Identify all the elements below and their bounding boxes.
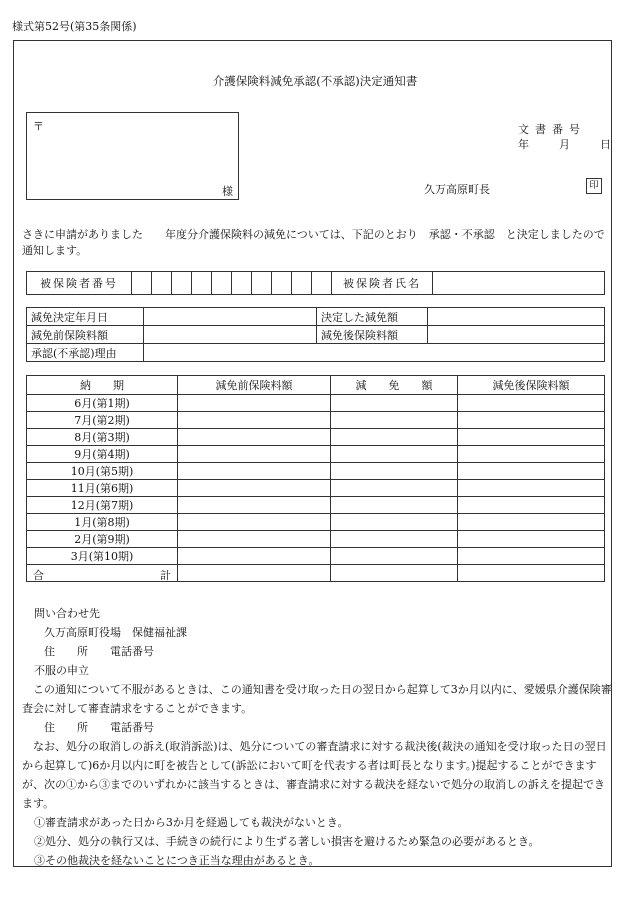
contact-address-phone: 住 所 電話番号 <box>44 645 154 658</box>
contact-office: 久万高原町役場 保健福祉課 <box>44 626 187 639</box>
after-cell[interactable] <box>458 463 605 480</box>
period-cell: 8月(第3期) <box>27 429 178 446</box>
condition-item: ①審査請求があった日から3か月を経過しても裁決がないとき。 <box>34 816 349 829</box>
before-cell[interactable] <box>178 429 331 446</box>
payment-schedule-table <box>26 375 605 582</box>
insured-number-digit[interactable] <box>252 272 272 295</box>
table-row <box>27 429 605 446</box>
condition-item: ③その他裁決を経ないことにつき正当な理由があるとき。 <box>34 854 320 867</box>
insured-number-digit[interactable] <box>312 272 332 295</box>
before-cell[interactable] <box>178 531 331 548</box>
table-row <box>27 548 605 565</box>
after-cell[interactable] <box>458 429 605 446</box>
col-header-period: 納 期 <box>27 376 178 395</box>
date-year: 年 <box>518 138 529 151</box>
before-cell[interactable] <box>178 514 331 531</box>
before-amount-field[interactable] <box>144 326 317 344</box>
insured-name-label: 被保険者氏名 <box>332 272 433 295</box>
issue-date <box>518 136 611 152</box>
col-header-after: 減免後保険料額 <box>458 376 605 395</box>
total-right-label: 計 <box>160 569 171 582</box>
reduction-cell[interactable] <box>331 412 458 429</box>
reduction-cell[interactable] <box>331 531 458 548</box>
before-cell[interactable] <box>178 412 331 429</box>
insured-number-digit[interactable] <box>192 272 212 295</box>
total-row <box>27 565 605 582</box>
reduction-cell[interactable] <box>331 395 458 412</box>
before-cell[interactable] <box>178 480 331 497</box>
after-amount-field[interactable] <box>428 326 605 344</box>
reduction-cell[interactable] <box>331 480 458 497</box>
decided-amount-label: 決定した減免額 <box>317 308 428 326</box>
table-row <box>27 446 605 463</box>
after-amount-label: 減免後保険料額 <box>317 326 428 344</box>
table-row <box>27 412 605 429</box>
form-number: 様式第52号(第35条関係) <box>12 20 137 33</box>
decided-amount-field[interactable] <box>428 308 605 326</box>
reduction-cell[interactable] <box>331 429 458 446</box>
footer-notes <box>22 604 612 870</box>
contact-heading: 問い合わせ先 <box>34 607 100 620</box>
reason-field[interactable] <box>144 344 605 362</box>
after-cell[interactable] <box>458 531 605 548</box>
col-header-before: 減免前保険料額 <box>178 376 331 395</box>
objection-text: この通知について不服があるときは、この通知書を受け取った日の翌日から起算して3か月以内に、愛媛県介護保険審査会に対して審査請求をすることができます。 <box>22 683 612 715</box>
total-reduction-cell[interactable] <box>331 565 458 582</box>
insured-number-digit[interactable] <box>272 272 292 295</box>
objection-heading: 不服の申立 <box>34 664 89 677</box>
reduction-cell[interactable] <box>331 514 458 531</box>
insured-name-field[interactable] <box>433 272 605 295</box>
reduction-cell[interactable] <box>331 548 458 565</box>
before-cell[interactable] <box>178 395 331 412</box>
condition-item: ②処分、処分の執行又は、手続きの続行により生ずる著しい損害を避けるため緊急の必要があるとき。 <box>34 835 540 848</box>
period-cell: 9月(第4期) <box>27 446 178 463</box>
decision-date-field[interactable] <box>144 308 317 326</box>
issuer-name: 久万高原町長 <box>424 183 490 196</box>
after-cell[interactable] <box>458 514 605 531</box>
document-title: 介護保険料減免承認(不承認)決定通知書 <box>212 74 418 88</box>
reason-label: 承認(不承認)理由 <box>27 344 144 362</box>
period-cell: 1月(第8期) <box>27 514 178 531</box>
col-header-reduction: 減 免 額 <box>331 376 458 395</box>
table-row <box>27 514 605 531</box>
total-left-label: 合 <box>33 569 44 582</box>
after-cell[interactable] <box>458 480 605 497</box>
insured-number-digit[interactable] <box>212 272 232 295</box>
insured-number-digit[interactable] <box>232 272 252 295</box>
period-cell: 6月(第1期) <box>27 395 178 412</box>
after-cell[interactable] <box>458 446 605 463</box>
after-cell[interactable] <box>458 412 605 429</box>
table-row <box>27 463 605 480</box>
honorific-sama: 様 <box>222 185 233 198</box>
total-after-cell[interactable] <box>458 565 605 582</box>
reduction-cell[interactable] <box>331 497 458 514</box>
before-cell[interactable] <box>178 497 331 514</box>
period-cell: 3月(第10期) <box>27 548 178 565</box>
recipient-address-box <box>26 112 239 200</box>
table-row <box>27 497 605 514</box>
period-cell: 7月(第2期) <box>27 412 178 429</box>
before-cell[interactable] <box>178 463 331 480</box>
reduction-cell[interactable] <box>331 463 458 480</box>
insured-number-digit[interactable] <box>132 272 152 295</box>
table-row <box>27 395 605 412</box>
before-amount-label: 減免前保険料額 <box>27 326 144 344</box>
before-cell[interactable] <box>178 548 331 565</box>
table-row <box>27 480 605 497</box>
total-before-cell[interactable] <box>178 565 331 582</box>
period-cell: 11月(第6期) <box>27 480 178 497</box>
total-label-cell <box>27 565 178 582</box>
period-cell: 10月(第5期) <box>27 463 178 480</box>
insured-number-digit[interactable] <box>172 272 192 295</box>
decision-date-label: 減免決定年月日 <box>27 308 144 326</box>
date-month: 月 <box>559 138 570 151</box>
insured-number-label: 被保険者番号 <box>27 272 132 295</box>
reduction-cell[interactable] <box>331 446 458 463</box>
seal-mark: 印 <box>586 178 602 194</box>
before-cell[interactable] <box>178 446 331 463</box>
decision-table <box>26 307 605 362</box>
period-cell: 12月(第7期) <box>27 497 178 514</box>
after-cell[interactable] <box>458 548 605 565</box>
after-cell[interactable] <box>458 395 605 412</box>
postal-mark: 〒 <box>33 120 44 133</box>
document-number-label: 文書番号 <box>518 123 586 136</box>
lawsuit-text: なお、処分の取消しの訴え(取消訴訟)は、処分についての審査請求に対する裁決後(裁決の通知を受け取った日の翌日から起算して)6か月以内に町を被告として(訴訟において町を代表する者は町長となります。)提起することができますが、次の①から③までのいずれかに該当するときは、審査請求に対する裁決を経ないで処分の取消しの訴えを提起できます。 <box>22 740 607 810</box>
intro-text: さきに申請がありました 年度分介護保険料の減免については、下記のとおり 承認・不承認 と決定しましたので通知します。 <box>22 228 605 257</box>
after-cell[interactable] <box>458 497 605 514</box>
objection-address-phone: 住 所 電話番号 <box>44 721 154 734</box>
insured-number-digit[interactable] <box>152 272 172 295</box>
insured-info-table <box>26 271 605 295</box>
table-row <box>27 531 605 548</box>
insured-number-digit[interactable] <box>292 272 312 295</box>
period-cell: 2月(第9期) <box>27 531 178 548</box>
date-day: 日 <box>600 138 611 151</box>
